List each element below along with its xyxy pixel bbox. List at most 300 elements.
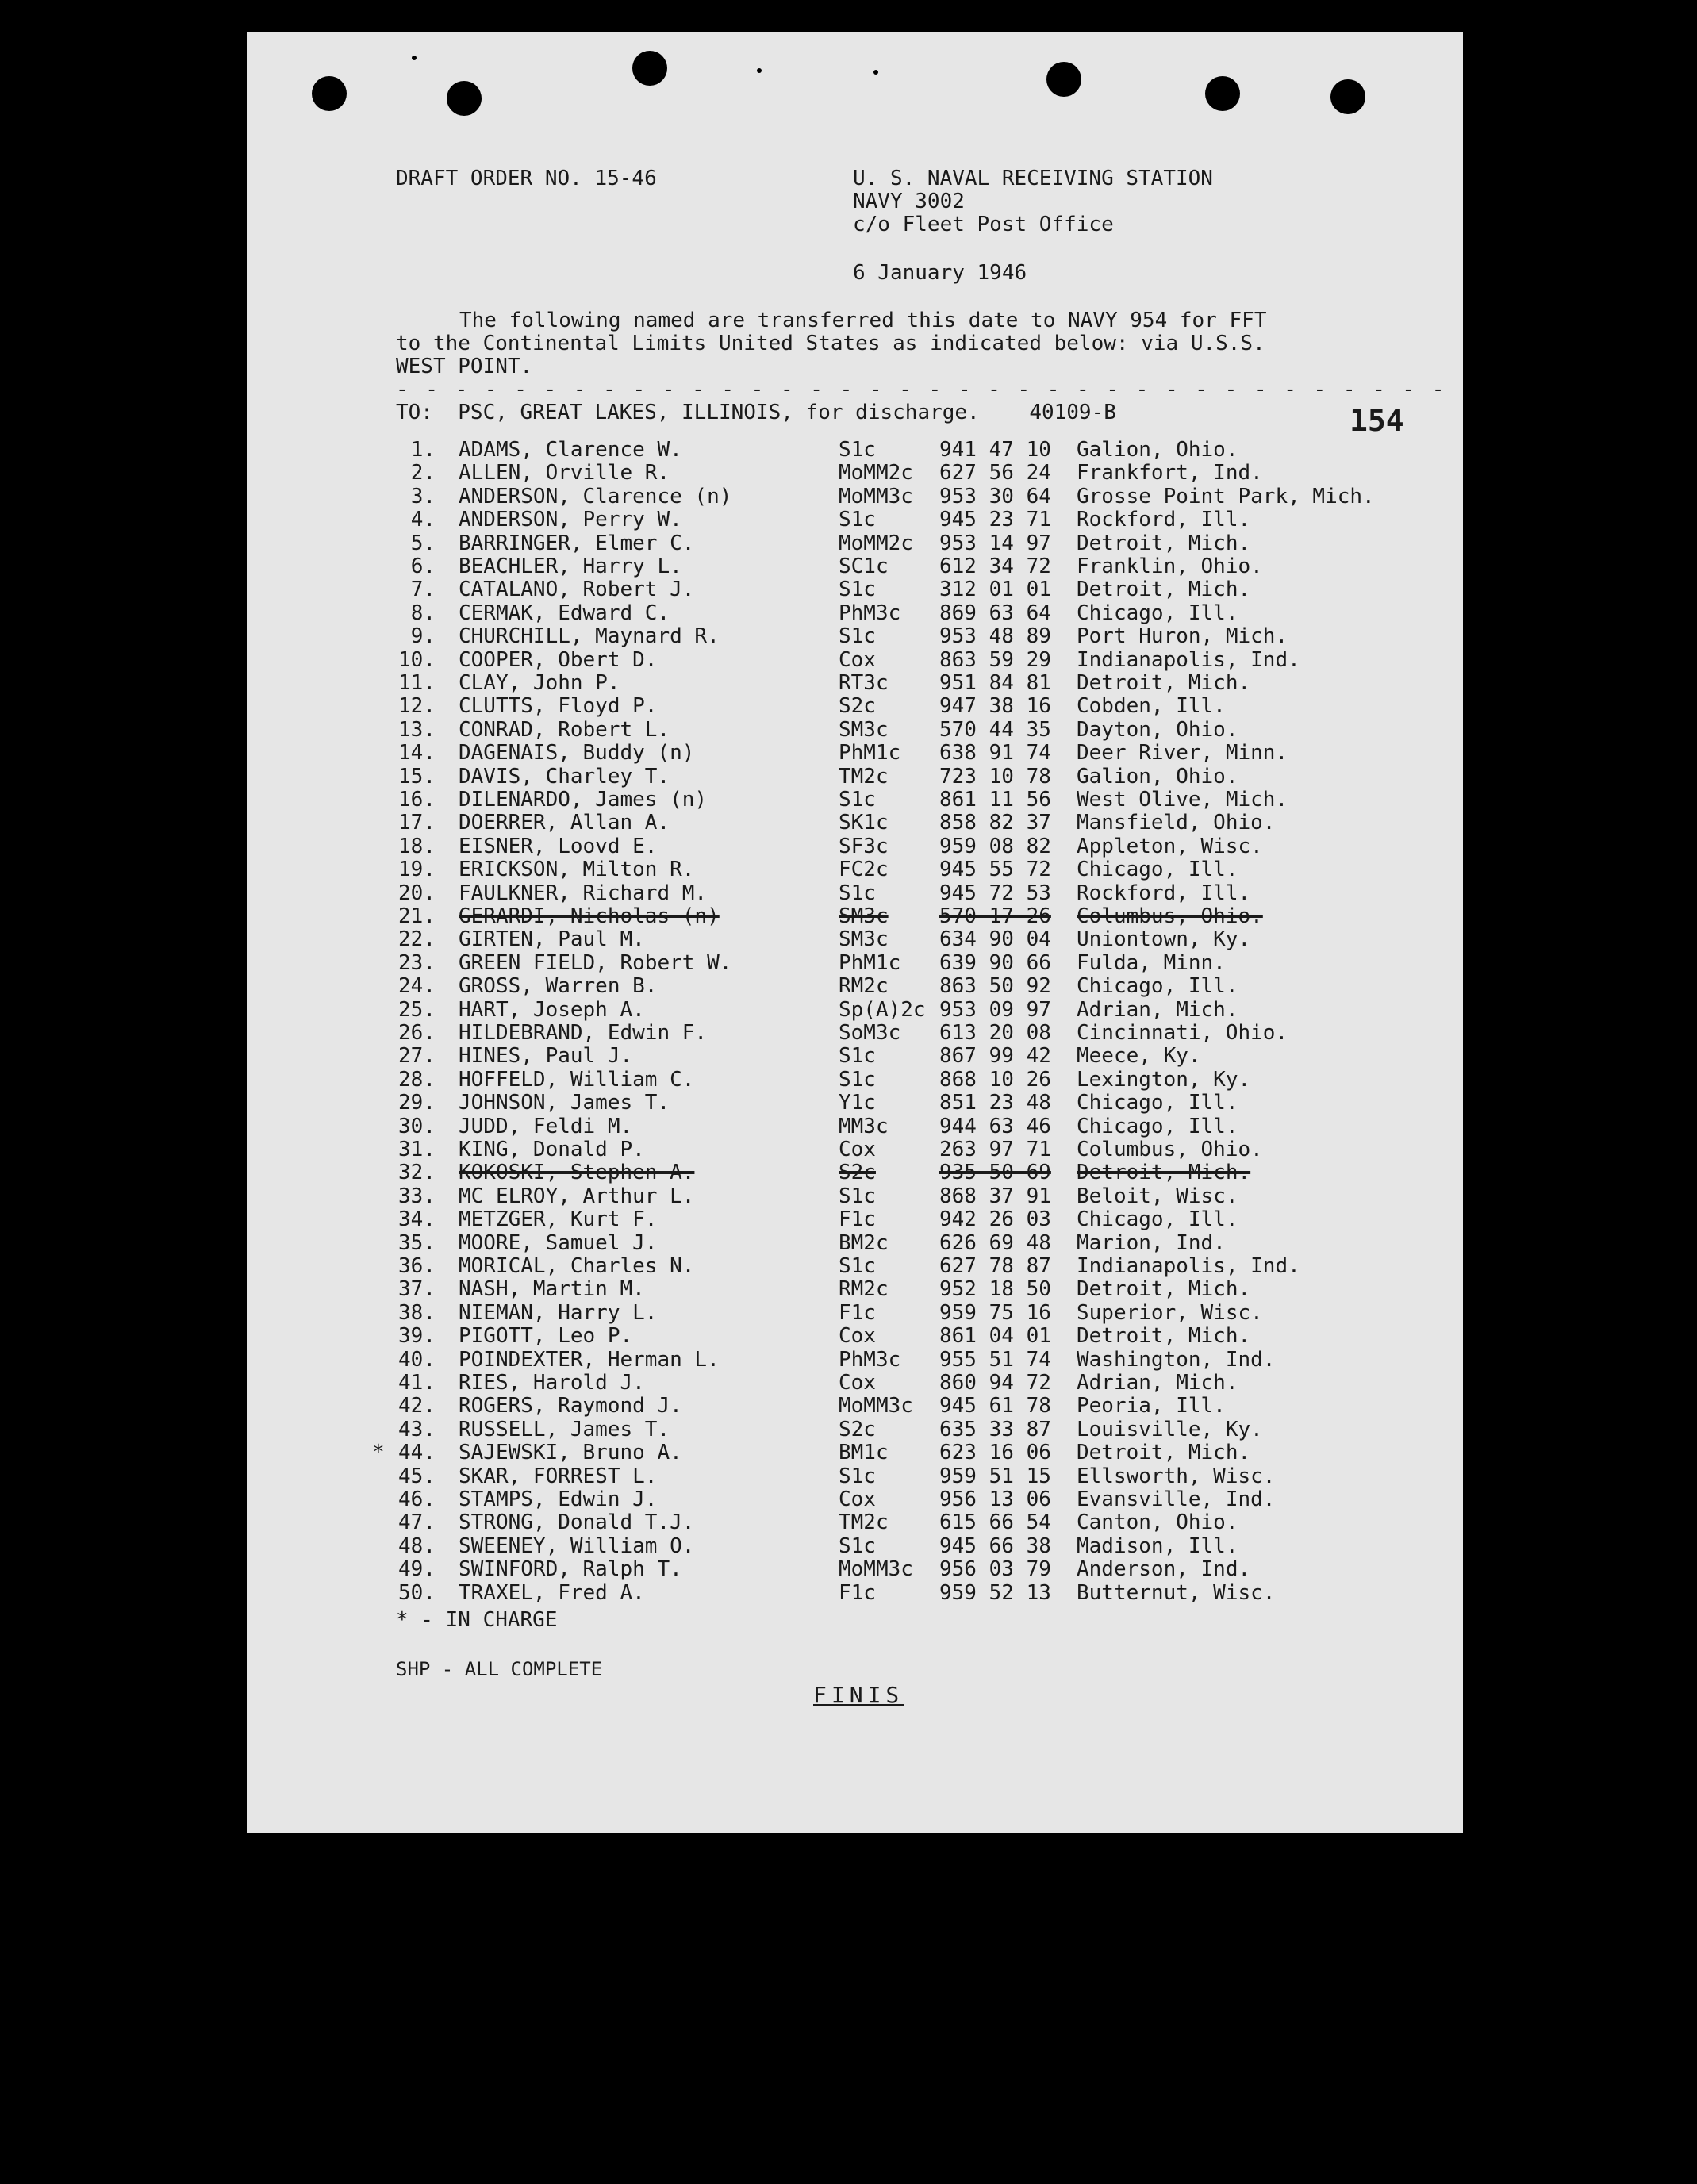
roster-rate: S2c	[839, 694, 876, 719]
table-row	[247, 1022, 1463, 1045]
roster-home: Lexington, Ky.	[1077, 1067, 1251, 1092]
roster-home: Detroit, Mich.	[1077, 578, 1251, 602]
table-row	[247, 1395, 1463, 1418]
roster-home: Rockford, Ill.	[1077, 881, 1251, 905]
roster-rate: BM2c	[839, 1230, 889, 1255]
roster-home: Detroit, Mich.	[1077, 531, 1251, 555]
roster-name: ANDERSON, Perry W.	[459, 508, 682, 532]
table-row	[247, 462, 1463, 485]
roster-no: 18.	[398, 834, 436, 858]
roster-sn: 312 01 01	[939, 578, 1051, 602]
roster-no: 25.	[398, 997, 436, 1022]
table-row	[247, 1418, 1463, 1441]
roster-home: Detroit, Mich.	[1077, 1441, 1251, 1465]
roster-sn: 935 50 69	[939, 1161, 1051, 1185]
roster-no: 37.	[398, 1277, 436, 1302]
roster-rate: S1c	[839, 438, 876, 462]
roster-name: HINES, Paul J.	[459, 1044, 633, 1069]
roster-sn: 959 08 82	[939, 834, 1051, 858]
roster-sn: 944 63 46	[939, 1114, 1051, 1138]
roster-no: 2.	[410, 461, 436, 486]
roster-sn: 945 66 38	[939, 1533, 1051, 1558]
table-row	[247, 509, 1463, 532]
roster-home: Adrian, Mich.	[1077, 997, 1238, 1022]
roster-home: Cobden, Ill.	[1077, 694, 1226, 719]
roster-sn: 639 90 66	[939, 950, 1051, 975]
roster-name: ADAMS, Clarence W.	[459, 438, 682, 462]
punch-hole	[1330, 79, 1365, 114]
table-row	[247, 1255, 1463, 1278]
roster-home: Indianapolis, Ind.	[1077, 647, 1300, 672]
roster-name: ALLEN, Orville R.	[459, 461, 670, 486]
roster-sn: 723 10 78	[939, 764, 1051, 789]
roster-name: DAGENAIS, Buddy (n)	[459, 741, 695, 766]
roster-sn: 951 84 81	[939, 671, 1051, 695]
table-row	[247, 1558, 1463, 1581]
roster-name: RUSSELL, James T.	[459, 1417, 670, 1441]
roster-no: 29.	[398, 1091, 436, 1115]
roster-rate: F1c	[839, 1300, 876, 1325]
roster-no: 48.	[398, 1533, 436, 1558]
roster-home: Columbus, Ohio.	[1077, 904, 1263, 928]
roster-home: Superior, Wisc.	[1077, 1300, 1263, 1325]
roster-no: 28.	[398, 1067, 436, 1092]
divider-line: - - - - - - - - - - - - - - - - - - - - - - - - - - - - - - - - - - - -	[396, 378, 1447, 401]
table-row	[247, 1185, 1463, 1208]
roster-name: CLAY, John P.	[459, 671, 620, 695]
roster-sn: 612 34 72	[939, 555, 1051, 578]
roster-rate: SM3c	[839, 927, 889, 952]
roster-rate: Cox	[839, 1371, 876, 1395]
table-row	[247, 1161, 1463, 1184]
roster-name: CATALANO, Robert J.	[459, 578, 695, 602]
roster-name: ERICKSON, Milton R.	[459, 858, 695, 882]
roster-home: Adrian, Mich.	[1077, 1371, 1238, 1395]
roster-no: 8.	[410, 601, 436, 625]
roster-sn: 956 03 79	[939, 1557, 1051, 1582]
roster-rate: S1c	[839, 508, 876, 532]
roster-name: HART, Joseph A.	[459, 997, 645, 1022]
table-row	[247, 835, 1463, 858]
table-row	[247, 1092, 1463, 1115]
roster-rate: BM1c	[839, 1441, 889, 1465]
table-row	[247, 882, 1463, 905]
table-row	[247, 952, 1463, 975]
table-row	[247, 1441, 1463, 1464]
roster-name: HOFFELD, William C.	[459, 1067, 695, 1092]
roster-rate: FC2c	[839, 858, 889, 882]
roster-no: 21.	[398, 904, 436, 928]
roster-rate: SF3c	[839, 834, 889, 858]
roster-rate: MoMM2c	[839, 531, 913, 555]
table-row	[247, 1535, 1463, 1558]
roster-sn: 570 44 35	[939, 717, 1051, 742]
roster-home: Mansfield, Ohio.	[1077, 811, 1276, 835]
roster-sn: 955 51 74	[939, 1347, 1051, 1372]
roster-rate: RM2c	[839, 974, 889, 999]
roster-home: Washington, Ind.	[1077, 1347, 1276, 1372]
roster-sn: 941 47 10	[939, 438, 1051, 462]
roster-sn: 638 91 74	[939, 741, 1051, 766]
roster-no: 17.	[398, 811, 436, 835]
roster-sn: 952 18 50	[939, 1277, 1051, 1302]
roster-name: NASH, Martin M.	[459, 1277, 645, 1302]
roster-no: 36.	[398, 1254, 436, 1278]
roster-rate: S1c	[839, 881, 876, 905]
punch-hole	[1046, 62, 1081, 97]
roster-sn: 868 10 26	[939, 1067, 1051, 1092]
roster-name: SWINFORD, Ralph T.	[459, 1557, 682, 1582]
table-row	[247, 1511, 1463, 1534]
roster-sn: 945 23 71	[939, 508, 1051, 532]
roster-rate: Cox	[839, 647, 876, 672]
roster-home: Detroit, Mich.	[1077, 1324, 1251, 1349]
roster-name: DAVIS, Charley T.	[459, 764, 670, 789]
roster-no: 6.	[410, 555, 436, 578]
roster-no: 7.	[410, 578, 436, 602]
roster-rate: S1c	[839, 1067, 876, 1092]
ink-speck	[757, 68, 762, 73]
roster-home: Evansville, Ind.	[1077, 1487, 1276, 1511]
roster-sn: 942 26 03	[939, 1207, 1051, 1232]
roster-name: EISNER, Loovd E.	[459, 834, 658, 858]
roster-no: 47.	[398, 1510, 436, 1535]
table-row	[247, 1582, 1463, 1605]
roster-no: 14.	[398, 741, 436, 766]
roster-sn: 851 23 48	[939, 1091, 1051, 1115]
finis-mark: FINIS	[813, 1682, 904, 1708]
roster-sn: 863 59 29	[939, 647, 1051, 672]
roster-rate: SoM3c	[839, 1021, 901, 1045]
roster-name: PIGOTT, Leo P.	[459, 1324, 633, 1349]
roster-home: Deer River, Minn.	[1077, 741, 1288, 766]
roster-no: 12.	[398, 694, 436, 719]
roster-rate: PhM3c	[839, 601, 901, 625]
roster-home: Chicago, Ill.	[1077, 974, 1238, 999]
order-date: 6 January 1946	[853, 261, 1027, 285]
roster-sn: 635 33 87	[939, 1417, 1051, 1441]
roster-rate: MoMM3c	[839, 1394, 913, 1418]
table-row	[247, 532, 1463, 555]
roster-home: Chicago, Ill.	[1077, 1114, 1238, 1138]
table-row	[247, 1232, 1463, 1255]
ink-speck	[412, 56, 417, 60]
roster-name: GREEN FIELD, Robert W.	[459, 950, 732, 975]
roster-name: NIEMAN, Harry L.	[459, 1300, 658, 1325]
roster-name: JOHNSON, James T.	[459, 1091, 670, 1115]
roster-no: 38.	[398, 1300, 436, 1325]
roster-no: 19.	[398, 858, 436, 882]
roster-sn: 947 38 16	[939, 694, 1051, 719]
roster-no: 40.	[398, 1347, 436, 1372]
roster-no: 23.	[398, 950, 436, 975]
roster-no: 5.	[410, 531, 436, 555]
table-row	[247, 1115, 1463, 1138]
in-charge-legend: * - IN CHARGE	[396, 1608, 558, 1632]
roster-name: DILENARDO, James (n)	[459, 788, 708, 812]
table-row	[247, 555, 1463, 578]
roster-rate: S1c	[839, 1254, 876, 1278]
roster-name: HILDEBRAND, Edwin F.	[459, 1021, 708, 1045]
roster-no: 30.	[398, 1114, 436, 1138]
roster-rate: Cox	[839, 1324, 876, 1349]
roster-rate: S1c	[839, 1533, 876, 1558]
intro-line-3: WEST POINT.	[396, 355, 533, 378]
roster-name: MC ELROY, Arthur L.	[459, 1184, 695, 1208]
roster-home: Detroit, Mich.	[1077, 1277, 1251, 1302]
roster-no: 50.	[398, 1580, 436, 1605]
table-row	[247, 439, 1463, 462]
roster-rate: SM3c	[839, 717, 889, 742]
table-row	[247, 858, 1463, 881]
roster-name: CLUTTS, Floyd P.	[459, 694, 658, 719]
roster-rate: Sp(A)2c	[839, 997, 926, 1022]
roster-no: 42.	[398, 1394, 436, 1418]
destination-line: TO: PSC, GREAT LAKES, ILLINOIS, for discharge. 40109-B	[396, 401, 1116, 424]
roster-no: 35.	[398, 1230, 436, 1255]
roster-home: Louisville, Ky.	[1077, 1417, 1263, 1441]
roster-name: CHURCHILL, Maynard R.	[459, 624, 720, 649]
roster-rate: Y1c	[839, 1091, 876, 1115]
table-row	[247, 602, 1463, 625]
roster-sn: 867 99 42	[939, 1044, 1051, 1069]
roster-home: Madison, Ill.	[1077, 1533, 1238, 1558]
roster-rate: S1c	[839, 578, 876, 602]
roster-no: 41.	[398, 1371, 436, 1395]
roster-rate: MoMM3c	[839, 484, 913, 509]
roster-home: Detroit, Mich.	[1077, 1161, 1251, 1185]
table-row	[247, 672, 1463, 695]
roster-home: Cincinnati, Ohio.	[1077, 1021, 1288, 1045]
roster-sn: 953 30 64	[939, 484, 1051, 509]
roster-no: 31.	[398, 1138, 436, 1161]
roster-home: Rockford, Ill.	[1077, 508, 1251, 532]
roster-sn: 626 69 48	[939, 1230, 1051, 1255]
roster-home: Fulda, Minn.	[1077, 950, 1226, 975]
roster-name: MOORE, Samuel J.	[459, 1230, 658, 1255]
roster-rate: S1c	[839, 624, 876, 649]
table-row	[247, 625, 1463, 648]
roster-sn: 634 90 04	[939, 927, 1051, 952]
roster-sn: 570 17 26	[939, 904, 1051, 928]
roster-home: Canton, Ohio.	[1077, 1510, 1238, 1535]
table-row	[247, 1465, 1463, 1488]
roster-rate: RT3c	[839, 671, 889, 695]
roster-name: GROSS, Warren B.	[459, 974, 658, 999]
roster-sn: 615 66 54	[939, 1510, 1051, 1535]
roster-no: 22.	[398, 927, 436, 952]
table-row	[247, 486, 1463, 509]
roster-no: 9.	[410, 624, 436, 649]
roster-home: Galion, Ohio.	[1077, 438, 1238, 462]
roster-no: 11.	[398, 671, 436, 695]
roster-sn: 959 52 13	[939, 1580, 1051, 1605]
punch-hole	[447, 81, 482, 116]
table-row	[247, 1302, 1463, 1325]
roster-home: Beloit, Wisc.	[1077, 1184, 1238, 1208]
roster-sn: 959 51 15	[939, 1464, 1051, 1488]
roster-no: 1.	[410, 438, 436, 462]
station-name: U. S. NAVAL RECEIVING STATION	[853, 167, 1213, 190]
table-row	[247, 742, 1463, 765]
roster-no: 13.	[398, 717, 436, 742]
roster-name: METZGER, Kurt F.	[459, 1207, 658, 1232]
roster-no: 32.	[398, 1161, 436, 1185]
roster-rate: MM3c	[839, 1114, 889, 1138]
roster-rate: F1c	[839, 1580, 876, 1605]
roster-home: Chicago, Ill.	[1077, 1207, 1238, 1232]
roster-rate: MoMM3c	[839, 1557, 913, 1582]
punch-hole	[312, 76, 347, 111]
roster-no: 45.	[398, 1464, 436, 1488]
roster-rate: SK1c	[839, 811, 889, 835]
table-row	[247, 975, 1463, 998]
roster-rate: PhM1c	[839, 741, 901, 766]
roster-home: Port Huron, Mich.	[1077, 624, 1288, 649]
roster-name: RIES, Harold J.	[459, 1371, 645, 1395]
roster-home: Appleton, Wisc.	[1077, 834, 1263, 858]
table-row	[247, 999, 1463, 1022]
roster-home: Franklin, Ohio.	[1077, 555, 1263, 578]
roster-sn: 861 04 01	[939, 1324, 1051, 1349]
roster-rate: SC1c	[839, 555, 889, 578]
table-row	[247, 578, 1463, 601]
table-row	[247, 1372, 1463, 1395]
page-number: 154	[1350, 403, 1404, 438]
roster-name: ROGERS, Raymond J.	[459, 1394, 682, 1418]
roster-rate: S1c	[839, 1044, 876, 1069]
roster-home: Butternut, Wisc.	[1077, 1580, 1276, 1605]
roster-name: GIRTEN, Paul M.	[459, 927, 645, 952]
roster-no: 34.	[398, 1207, 436, 1232]
table-row	[247, 1278, 1463, 1301]
roster-home: Detroit, Mich.	[1077, 671, 1251, 695]
roster-no: 20.	[398, 881, 436, 905]
roster-no: 24.	[398, 974, 436, 999]
roster-no: 27.	[398, 1044, 436, 1069]
roster-home: West Olive, Mich.	[1077, 788, 1288, 812]
roster-rate: F1c	[839, 1207, 876, 1232]
roster-sn: 956 13 06	[939, 1487, 1051, 1511]
roster-sn: 623 16 06	[939, 1441, 1051, 1465]
roster-rate: S1c	[839, 1464, 876, 1488]
roster-name: MORICAL, Charles N.	[459, 1254, 695, 1278]
roster-name: ANDERSON, Clarence (n)	[459, 484, 732, 509]
roster-sn: 953 14 97	[939, 531, 1051, 555]
roster-sn: 627 56 24	[939, 461, 1051, 486]
roster-no: 33.	[398, 1184, 436, 1208]
roster-name: DOERRER, Allan A.	[459, 811, 670, 835]
roster-home: Chicago, Ill.	[1077, 1091, 1238, 1115]
roster-sn: 627 78 87	[939, 1254, 1051, 1278]
intro-line-2: to the Continental Limits United States as indicated below: via U.S.S.	[396, 332, 1265, 355]
roster-home: Uniontown, Ky.	[1077, 927, 1251, 952]
roster-sn: 953 48 89	[939, 624, 1051, 649]
roster-home: Chicago, Ill.	[1077, 601, 1238, 625]
roster-home: Dayton, Ohio.	[1077, 717, 1238, 742]
roster-sn: 863 50 92	[939, 974, 1051, 999]
roster-sn: 263 97 71	[939, 1138, 1051, 1161]
table-row	[247, 928, 1463, 951]
roster-rate: SM3c	[839, 904, 889, 928]
roster-home: Grosse Point Park, Mich.	[1077, 484, 1375, 509]
roster-name: FAULKNER, Richard M.	[459, 881, 708, 905]
roster-no: 16.	[398, 788, 436, 812]
roster-home: Anderson, Ind.	[1077, 1557, 1251, 1582]
roster-name: JUDD, Feldi M.	[459, 1114, 633, 1138]
roster-rate: S2c	[839, 1161, 876, 1185]
shp-status: SHP - ALL COMPLETE	[396, 1658, 603, 1680]
table-row	[247, 766, 1463, 789]
roster-name: SKAR, FORREST L.	[459, 1464, 658, 1488]
roster-no: 10.	[398, 647, 436, 672]
roster-name: STAMPS, Edwin J.	[459, 1487, 658, 1511]
intro-line-1: The following named are transferred this date to NAVY 954 for FFT	[459, 309, 1267, 332]
roster-no: 49.	[398, 1557, 436, 1582]
roster-name: CONRAD, Robert L.	[459, 717, 670, 742]
roster-name: POINDEXTER, Herman L.	[459, 1347, 720, 1372]
roster-rate: S1c	[839, 1184, 876, 1208]
roster-rate: S1c	[839, 788, 876, 812]
roster-home: Ellsworth, Wisc.	[1077, 1464, 1276, 1488]
roster-name: COOPER, Obert D.	[459, 647, 658, 672]
roster-rate: S2c	[839, 1417, 876, 1441]
roster-name: BARRINGER, Elmer C.	[459, 531, 695, 555]
roster-sn: 613 20 08	[939, 1021, 1051, 1045]
roster-home: Frankfort, Ind.	[1077, 461, 1263, 486]
roster-home: Meece, Ky.	[1077, 1044, 1201, 1069]
table-row	[247, 1325, 1463, 1348]
document-page	[247, 32, 1463, 1833]
roster-rate: Cox	[839, 1487, 876, 1511]
station-post-office: c/o Fleet Post Office	[853, 213, 1114, 236]
roster-name: SWEENEY, William O.	[459, 1533, 695, 1558]
roster-sn: 953 09 97	[939, 997, 1051, 1022]
table-row	[247, 812, 1463, 835]
roster-rate: PhM1c	[839, 950, 901, 975]
roster-name: GERARDI, Nicholas (n)	[459, 904, 720, 928]
roster-no: 46.	[398, 1487, 436, 1511]
roster-rate: TM2c	[839, 1510, 889, 1535]
table-row	[247, 905, 1463, 928]
roster-no: 39.	[398, 1324, 436, 1349]
roster-no: 43.	[398, 1417, 436, 1441]
roster-sn: 868 37 91	[939, 1184, 1051, 1208]
roster-mark: *	[372, 1441, 385, 1465]
roster-home: Peoria, Ill.	[1077, 1394, 1226, 1418]
roster-rate: Cox	[839, 1138, 876, 1161]
roster-name: TRAXEL, Fred A.	[459, 1580, 645, 1605]
roster-home: Columbus, Ohio.	[1077, 1138, 1263, 1161]
roster-name: CERMAK, Edward C.	[459, 601, 670, 625]
draft-order-number: DRAFT ORDER NO. 15-46	[396, 167, 657, 190]
roster-sn: 945 61 78	[939, 1394, 1051, 1418]
roster-home: Galion, Ohio.	[1077, 764, 1238, 789]
roster-sn: 860 94 72	[939, 1371, 1051, 1395]
roster-rate: PhM3c	[839, 1347, 901, 1372]
table-row	[247, 1045, 1463, 1068]
roster-name: KOKOSKI, Stephen A.	[459, 1161, 695, 1185]
roster-name: SAJEWSKI, Bruno A.	[459, 1441, 682, 1465]
roster-rate: RM2c	[839, 1277, 889, 1302]
table-row	[247, 695, 1463, 718]
table-row	[247, 649, 1463, 672]
table-row	[247, 789, 1463, 812]
punch-hole	[632, 51, 667, 86]
roster-sn: 858 82 37	[939, 811, 1051, 835]
roster-sn: 945 55 72	[939, 858, 1051, 882]
roster-no: 15.	[398, 764, 436, 789]
